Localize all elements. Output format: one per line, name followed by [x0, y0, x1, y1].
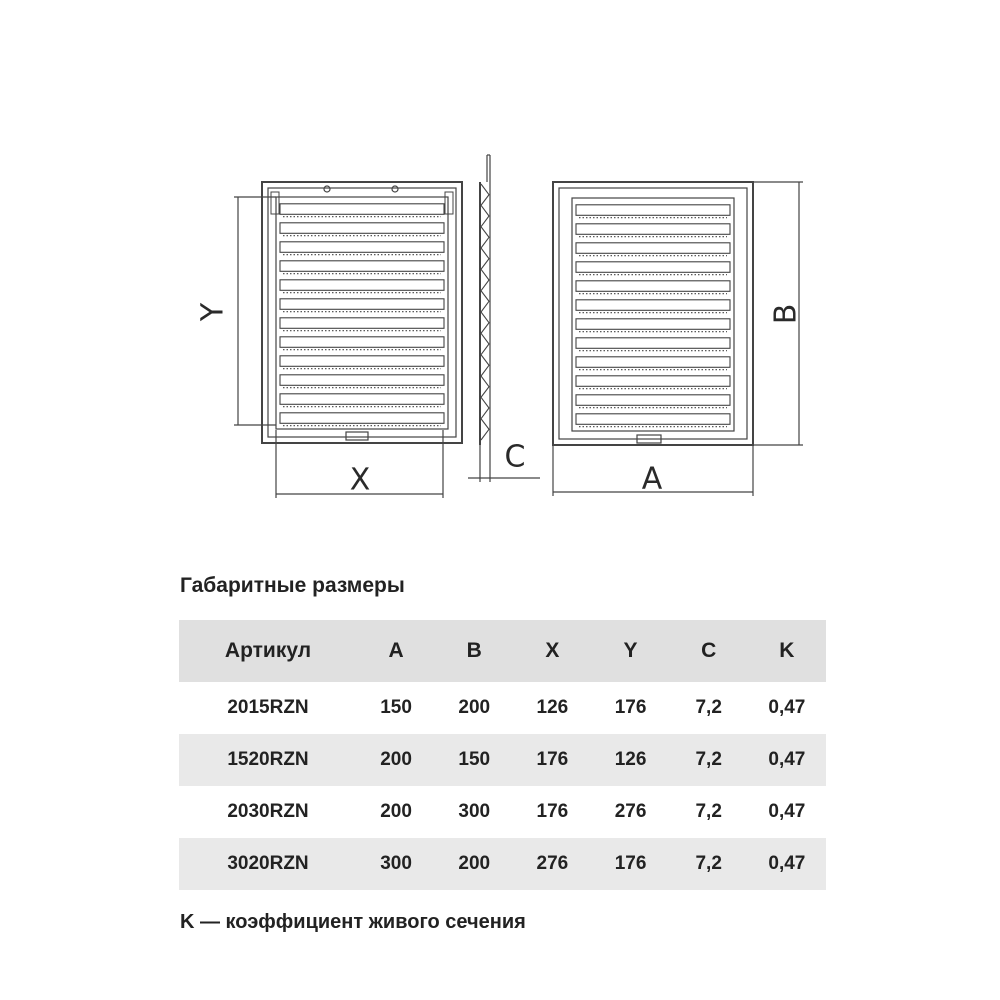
cell-b: 300: [458, 801, 491, 822]
dimension-y: [234, 197, 276, 425]
cell-b: 150: [458, 749, 491, 770]
back-slat: [280, 223, 444, 234]
label-c: C: [504, 439, 526, 475]
front-slat: [576, 205, 730, 216]
cell-x: 176: [536, 749, 569, 770]
section-title: Габаритные размеры: [180, 574, 405, 597]
side-profile: [468, 155, 540, 482]
cell-b: 200: [458, 853, 491, 874]
front-view: [553, 182, 803, 496]
back-slat: [280, 280, 444, 291]
back-slat: [280, 394, 444, 405]
label-y: Y: [195, 302, 231, 322]
cell-article: 2030RZN: [227, 801, 309, 822]
dimensions-table: [179, 620, 826, 890]
cell-article: 2015RZN: [227, 697, 309, 718]
front-slat: [576, 243, 730, 254]
cell-y: 276: [614, 801, 647, 822]
header-b: B: [466, 639, 482, 662]
footnote: K — коэффициент живого сечения: [180, 911, 526, 933]
header-c: C: [701, 639, 717, 662]
front-slat: [576, 357, 730, 368]
label-b: B: [768, 303, 804, 325]
label-x: X: [349, 462, 371, 498]
front-slat: [576, 338, 730, 349]
back-slat: [280, 261, 444, 272]
cell-c: 7,2: [695, 853, 722, 874]
front-slat: [576, 414, 730, 425]
front-slat: [576, 395, 730, 406]
cell-y: 176: [614, 853, 647, 874]
cell-a: 150: [380, 697, 412, 718]
front-slat: [576, 224, 730, 235]
front-slat: [576, 319, 730, 330]
cell-k: 0,47: [768, 801, 806, 822]
cell-y: 176: [614, 697, 647, 718]
cell-y: 126: [614, 749, 647, 770]
cell-x: 176: [536, 801, 569, 822]
cell-c: 7,2: [695, 697, 722, 718]
cell-k: 0,47: [768, 749, 806, 770]
cell-c: 7,2: [695, 749, 722, 770]
table-row: [179, 838, 826, 890]
front-slat: [576, 376, 730, 387]
cell-x: 126: [536, 697, 569, 718]
cell-a: 200: [380, 801, 412, 822]
back-slat: [280, 413, 444, 424]
table-row: [179, 682, 826, 734]
back-slat: [280, 242, 444, 253]
cell-article: 3020RZN: [227, 853, 309, 874]
header-y: Y: [623, 639, 638, 662]
back-slat: [280, 299, 444, 310]
back-view: [234, 182, 462, 498]
front-slat: [576, 300, 730, 311]
front-slat: [576, 281, 730, 292]
cell-a: 300: [380, 853, 412, 874]
back-slat: [280, 337, 444, 348]
front-slat: [576, 262, 730, 273]
table-row: [179, 734, 826, 786]
header-a: A: [388, 639, 404, 662]
cell-c: 7,2: [695, 801, 722, 822]
cell-a: 200: [380, 749, 412, 770]
cell-x: 276: [536, 853, 569, 874]
cell-k: 0,47: [768, 853, 806, 874]
table-row: [179, 786, 826, 838]
cell-b: 200: [458, 697, 491, 718]
header-k: K: [779, 639, 795, 662]
back-slat: [280, 375, 444, 386]
back-slat: [280, 204, 444, 215]
header-x: X: [545, 639, 560, 662]
cell-k: 0,47: [768, 697, 806, 718]
table-header-row: [179, 620, 826, 682]
label-a: A: [641, 461, 663, 497]
back-slat: [280, 356, 444, 367]
header-article: Артикул: [224, 639, 312, 662]
cell-article: 1520RZN: [227, 749, 309, 770]
back-slat: [280, 318, 444, 329]
